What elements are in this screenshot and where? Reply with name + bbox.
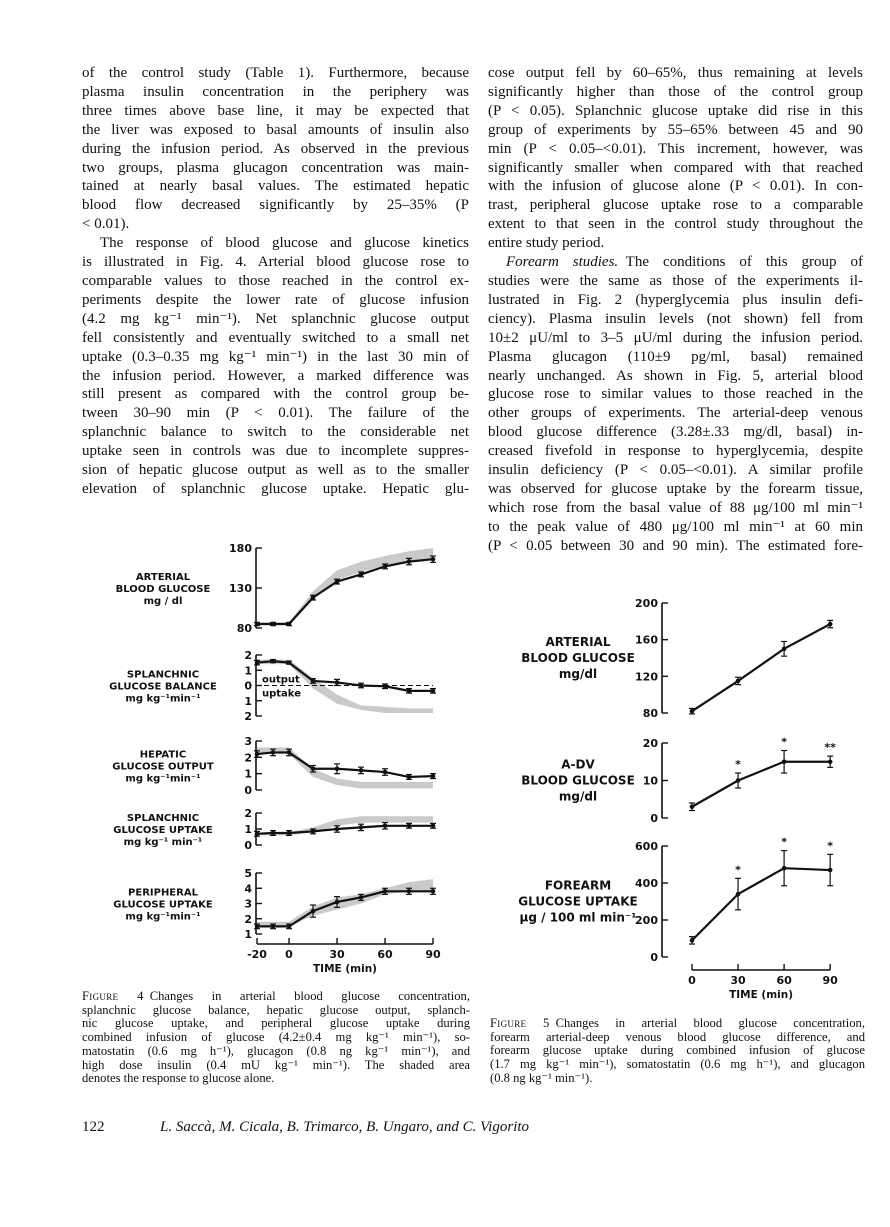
- data-point: [383, 770, 388, 775]
- data-point: [359, 572, 364, 577]
- text-line: the liver was exposed to basal amounts of insulin also: [82, 121, 469, 138]
- data-point: [335, 766, 340, 771]
- x-tick-label: 90: [425, 948, 441, 961]
- y-tick-label: 1: [244, 928, 252, 941]
- caption-line: forearm arterial-deep venous blood glucose difference, and: [490, 1029, 865, 1044]
- text-line: of the control study (Table 1). Furthermore, because: [82, 65, 469, 81]
- data-point: [255, 752, 260, 757]
- text-line: ciency). Plasma insulin levels (not shown) fell from: [488, 310, 863, 327]
- y-tick-label: 2: [244, 649, 252, 662]
- data-point: [335, 827, 340, 832]
- data-point: [359, 825, 364, 830]
- text-line: two groups, plasma glucagon concentration was main-: [82, 159, 469, 176]
- text-line: elevation of splanchnic glucose uptake. Hepatic glu-: [82, 480, 469, 497]
- y-tick-label: 130: [229, 582, 252, 595]
- data-point: [736, 892, 741, 897]
- data-point: [828, 759, 833, 764]
- data-point: [335, 579, 340, 584]
- panel-label: GLUCOSE UPTAKE: [518, 894, 638, 909]
- data-point: [431, 889, 436, 894]
- data-point: [287, 924, 292, 929]
- y-tick-label: 1: [244, 664, 252, 678]
- text-line: significantly smaller when compared with that reached: [488, 159, 863, 176]
- y-tick-label: 120: [635, 670, 658, 684]
- caption-line: forearm glucose uptake during combined infusion of glucose: [490, 1043, 865, 1058]
- y-tick-label: 1: [244, 694, 252, 708]
- data-point: [311, 909, 316, 914]
- figure-label: Figure 4: [82, 989, 144, 1003]
- panel-label: PERIPHERAL: [128, 887, 198, 899]
- annotation-uptake: uptake: [262, 688, 301, 700]
- data-point: [271, 750, 276, 755]
- significance-marker: **: [824, 741, 836, 755]
- text-line: fell consistently and eventually switched to a small net: [82, 329, 469, 346]
- data-point: [407, 889, 412, 894]
- text-line: plasma insulin concentration in the periphery was: [82, 83, 469, 100]
- text-line: extent to that seen in the control study throughout the: [488, 216, 863, 233]
- text-line: tween 30–90 min (P < 0.01). The failure of the: [82, 405, 469, 422]
- y-tick-label: 1: [244, 823, 252, 836]
- text-line: which rose from the basal value of 88 μg/100 ml min⁻¹: [488, 499, 863, 516]
- data-point: [359, 895, 364, 900]
- panel-label: FOREARM: [544, 878, 612, 893]
- panel-label: mg/dl: [558, 789, 598, 804]
- panel-label: mg / dl: [143, 596, 183, 607]
- control-shaded-band: [257, 660, 433, 713]
- y-tick-label: 2: [244, 710, 252, 723]
- section-heading: Forearm studies.: [506, 254, 619, 271]
- y-tick-label: 4: [244, 882, 252, 896]
- panel-label: BLOOD GLUCOSE: [521, 651, 635, 665]
- x-tick-label: 0: [688, 974, 696, 987]
- section-first-line-text: The conditions of this group of: [625, 254, 863, 271]
- series-line: [692, 624, 830, 711]
- data-point: [828, 622, 833, 627]
- data-point: [287, 622, 292, 627]
- data-point: [287, 660, 292, 665]
- panel-label: mg/dl: [558, 667, 598, 681]
- data-point: [736, 679, 741, 684]
- data-point: [690, 709, 695, 714]
- data-point: [782, 759, 787, 764]
- text-line: insulin deficiency (P < 0.05–<0.01). A similar profile: [488, 462, 863, 479]
- significance-marker: *: [827, 839, 834, 853]
- text-line: studies were the same as those of the experiments il-: [488, 272, 863, 289]
- y-tick-label: 20: [642, 737, 658, 750]
- caption-line: matostatin (0.6 mg h⁻¹), glucagon (0.8 ng kg⁻¹ min⁻¹), and: [82, 1043, 470, 1058]
- x-tick-label: 0: [285, 948, 293, 961]
- x-tick-label: 60: [377, 948, 393, 961]
- panel-label: ARTERIAL: [135, 572, 191, 583]
- text-line: entire study period.: [488, 235, 605, 252]
- caption-line: combined infusion of glucose (4.2±0.4 mg kg⁻¹ min⁻¹), so-: [82, 1030, 470, 1045]
- text-line: tained at nearly basal values. The estimated hepatic: [82, 178, 469, 195]
- x-tick-label: 30: [329, 948, 345, 961]
- text-line: was observed for glucose uptake by the forearm tissue,: [488, 480, 863, 497]
- text-line: periments despite the lower rate of glucose infusion: [82, 291, 469, 308]
- page-footer: [82, 1119, 530, 1136]
- data-point: [255, 832, 260, 837]
- panel-label: SPLANCHNIC: [126, 669, 200, 681]
- text-line: other groups of experiments. The arterial-deep venous: [488, 405, 863, 422]
- text-line: creased fivefold in response to hyperglycemia, despite: [488, 443, 863, 460]
- significance-marker: *: [735, 758, 741, 771]
- data-point: [828, 868, 833, 873]
- data-point: [407, 824, 412, 829]
- y-tick-label: 3: [244, 897, 252, 911]
- figure4-caption: [82, 990, 470, 1086]
- figure-label: Figure 5: [490, 1016, 550, 1030]
- text-line: cose output fell by 60–65%, thus remaining at levels: [488, 65, 863, 81]
- text-line: uptake (0.3–0.35 mg kg⁻¹ min⁻¹) in the last 30 min of: [82, 348, 469, 365]
- data-point: [311, 766, 316, 771]
- data-point: [271, 924, 276, 929]
- series-line: [692, 762, 830, 807]
- y-tick-label: 0: [244, 784, 252, 797]
- significance-marker: *: [781, 735, 787, 749]
- caption-line: nic glucose uptake, and peripheral glucose uptake during: [82, 1016, 470, 1031]
- data-point: [431, 824, 436, 829]
- data-point: [407, 775, 412, 780]
- panel-label: SPLANCHNIC: [126, 813, 200, 824]
- data-point: [431, 557, 436, 562]
- panel-label: mg kg⁻¹min⁻¹: [125, 911, 201, 923]
- annotation-output: output: [262, 674, 300, 686]
- y-tick-label: 80: [642, 707, 658, 720]
- x-tick-label: 30: [730, 974, 746, 987]
- text-line: still present as compared with the control group be-: [82, 386, 469, 403]
- text-line: min (P < 0.05–<0.01). This increment, however, was: [488, 140, 863, 157]
- caption-line: high dose insulin (0.4 mU kg⁻¹ min⁻¹). The shaded area: [82, 1057, 470, 1072]
- text-line: to the peak value of 480 μg/100 ml min⁻¹ at 60 min: [488, 518, 863, 535]
- running-authors: L. Saccà, M. Cicala, B. Trimarco, B. Ungaro, and C. Vigorito: [160, 1119, 530, 1135]
- x-axis-label: TIME (min): [313, 963, 377, 975]
- series-line: [692, 868, 830, 940]
- data-point: [782, 866, 787, 871]
- data-point: [407, 559, 412, 564]
- data-point: [271, 622, 276, 627]
- caption-line: splanchnic glucose balance, hepatic glucose output, splanch-: [82, 1002, 470, 1017]
- text-line: trast, peripheral glucose uptake rose to a comparable: [488, 197, 863, 214]
- data-point: [255, 622, 260, 627]
- text-line: with the infusion of glucose alone (P < 0.01). In con-: [488, 178, 863, 195]
- caption-text: Changes in arterial blood glucose concentration,: [555, 1016, 865, 1030]
- text-line: The response of blood glucose and glucose kinetics: [100, 235, 469, 252]
- text-line: blood flow decreased significantly by 25–35% (P: [82, 197, 469, 214]
- data-point: [271, 659, 276, 664]
- y-tick-label: 1: [244, 767, 252, 781]
- data-point: [311, 595, 316, 600]
- text-line: < 0.01).: [82, 216, 130, 233]
- data-point: [311, 829, 316, 834]
- caption-line: [490, 1017, 865, 1031]
- data-point: [287, 831, 292, 836]
- data-point: [335, 680, 340, 685]
- text-line: sion of hepatic glucose output as well as to the smaller: [82, 462, 469, 479]
- data-point: [431, 774, 436, 779]
- text-line: during the infusion period. As observed in the previous: [82, 140, 469, 157]
- data-point: [431, 689, 436, 694]
- y-tick-label: 0: [650, 951, 658, 964]
- caption-line: denotes the response to glucose alone.: [82, 1071, 275, 1086]
- data-point: [287, 750, 292, 755]
- series-line: [257, 752, 433, 777]
- text-line: significantly higher than those of the control group: [488, 83, 863, 100]
- data-point: [736, 778, 741, 783]
- y-tick-label: 0: [244, 679, 252, 693]
- text-line: lustrated in Fig. 2 (hyperglycemia plus insulin defi-: [488, 291, 863, 308]
- x-tick-label: 90: [822, 974, 838, 987]
- y-tick-label: 2: [244, 912, 252, 926]
- y-tick-label: 160: [635, 633, 658, 647]
- text-line: three times above base line, it may be expected that: [82, 102, 469, 119]
- y-tick-label: 400: [635, 877, 658, 890]
- data-point: [782, 647, 787, 652]
- data-point: [311, 679, 316, 684]
- caption-line: (1.7 mg kg⁻¹ min⁻¹), somatostatin (0.6 mg h⁻¹), and glucagon: [490, 1057, 865, 1072]
- significance-marker: *: [735, 863, 741, 877]
- panel-label: GLUCOSE BALANCE: [109, 681, 217, 693]
- y-tick-label: 0: [650, 812, 658, 825]
- text-line: the infusion period. However, a marked difference was: [82, 367, 469, 384]
- figure5-caption: [490, 1017, 865, 1086]
- y-tick-label: 3: [244, 735, 252, 748]
- data-point: [407, 689, 412, 694]
- series-line: [257, 826, 433, 834]
- text-line: (4.2 mg kg⁻¹ min⁻¹). Net splanchnic glucose output: [82, 310, 469, 327]
- x-tick-label: 60: [776, 974, 792, 987]
- panel-label: GLUCOSE OUTPUT: [112, 761, 214, 773]
- y-tick-label: 200: [635, 914, 658, 927]
- panel-label: mg kg⁻¹min⁻¹: [125, 693, 201, 705]
- panel-label: BLOOD GLUCOSE: [115, 584, 211, 595]
- data-point: [383, 889, 388, 894]
- data-point: [255, 924, 260, 929]
- y-tick-label: 2: [244, 751, 252, 765]
- text-line: blood glucose difference (3.28±.33 mg/dl, basal) in-: [488, 424, 863, 441]
- text-line: (P < 0.05). Splanchnic glucose uptake did rise in this: [488, 102, 863, 119]
- text-line: glucose rose to similar values to those reached in the: [488, 386, 863, 403]
- text-line: (P < 0.05 between 30 and 90 min). The estimated fore-: [488, 537, 863, 554]
- y-tick-label: 2: [244, 807, 252, 820]
- panel-label: ARTERIAL: [545, 635, 611, 649]
- control-shaded-band: [257, 748, 433, 789]
- text-line: splanchnic balance to switch to the considerable net: [82, 424, 469, 441]
- caption-line: (0.8 ng kg⁻¹ min⁻¹).: [490, 1070, 593, 1085]
- text-line: Plasma glucagon (110±9 pg/ml, basal) remained: [488, 348, 863, 365]
- data-point: [383, 564, 388, 569]
- text-line: nearly unchanged. As shown in Fig. 5, arterial blood: [488, 367, 863, 384]
- control-shaded-band: [257, 548, 433, 625]
- text-line: group of experiments by 55–65% between 45 and 90: [488, 121, 863, 138]
- y-tick-label: 5: [244, 867, 252, 880]
- panel-label: A-DV: [561, 757, 595, 772]
- caption-text: Changes in arterial blood glucose concentration,: [149, 989, 470, 1003]
- x-axis-label: TIME (min): [729, 989, 794, 1001]
- data-point: [359, 683, 364, 688]
- data-point: [255, 660, 260, 665]
- text-line: is illustrated in Fig. 4. Arterial blood glucose rose to: [82, 254, 469, 271]
- text-line: 10±2 μU/ml to 3–5 μU/ml during the infusion period.: [488, 329, 863, 346]
- y-tick-label: 10: [642, 774, 658, 788]
- x-tick-label: -20: [247, 948, 267, 961]
- data-point: [359, 768, 364, 773]
- y-tick-label: 80: [236, 622, 252, 635]
- data-point: [383, 824, 388, 829]
- data-point: [271, 831, 276, 836]
- panel-label: BLOOD GLUCOSE: [521, 773, 635, 788]
- data-point: [690, 938, 695, 943]
- y-tick-label: 0: [244, 839, 252, 852]
- text-line: uptake seen in controls was due to incomplete suppres-: [82, 443, 469, 460]
- panel-label: HEPATIC: [139, 749, 187, 761]
- y-tick-label: 600: [635, 840, 658, 853]
- panel-label: mg kg⁻¹ min⁻¹: [123, 837, 203, 848]
- panel-label: GLUCOSE UPTAKE: [113, 899, 213, 911]
- significance-marker: *: [781, 835, 787, 849]
- panel-label: mg kg⁻¹min⁻¹: [125, 773, 201, 785]
- y-tick-label: 200: [635, 597, 658, 610]
- panel-label: μg / 100 ml min⁻¹: [519, 910, 637, 925]
- data-point: [690, 804, 695, 809]
- panel-label: GLUCOSE UPTAKE: [113, 825, 213, 836]
- data-point: [335, 900, 340, 905]
- control-shaded-band: [257, 879, 433, 926]
- text-line: comparable values to those reached in the control ex-: [82, 272, 469, 289]
- data-point: [383, 684, 388, 689]
- page-number: 122: [82, 1119, 105, 1135]
- y-tick-label: 180: [229, 542, 252, 555]
- caption-line: [82, 990, 470, 1004]
